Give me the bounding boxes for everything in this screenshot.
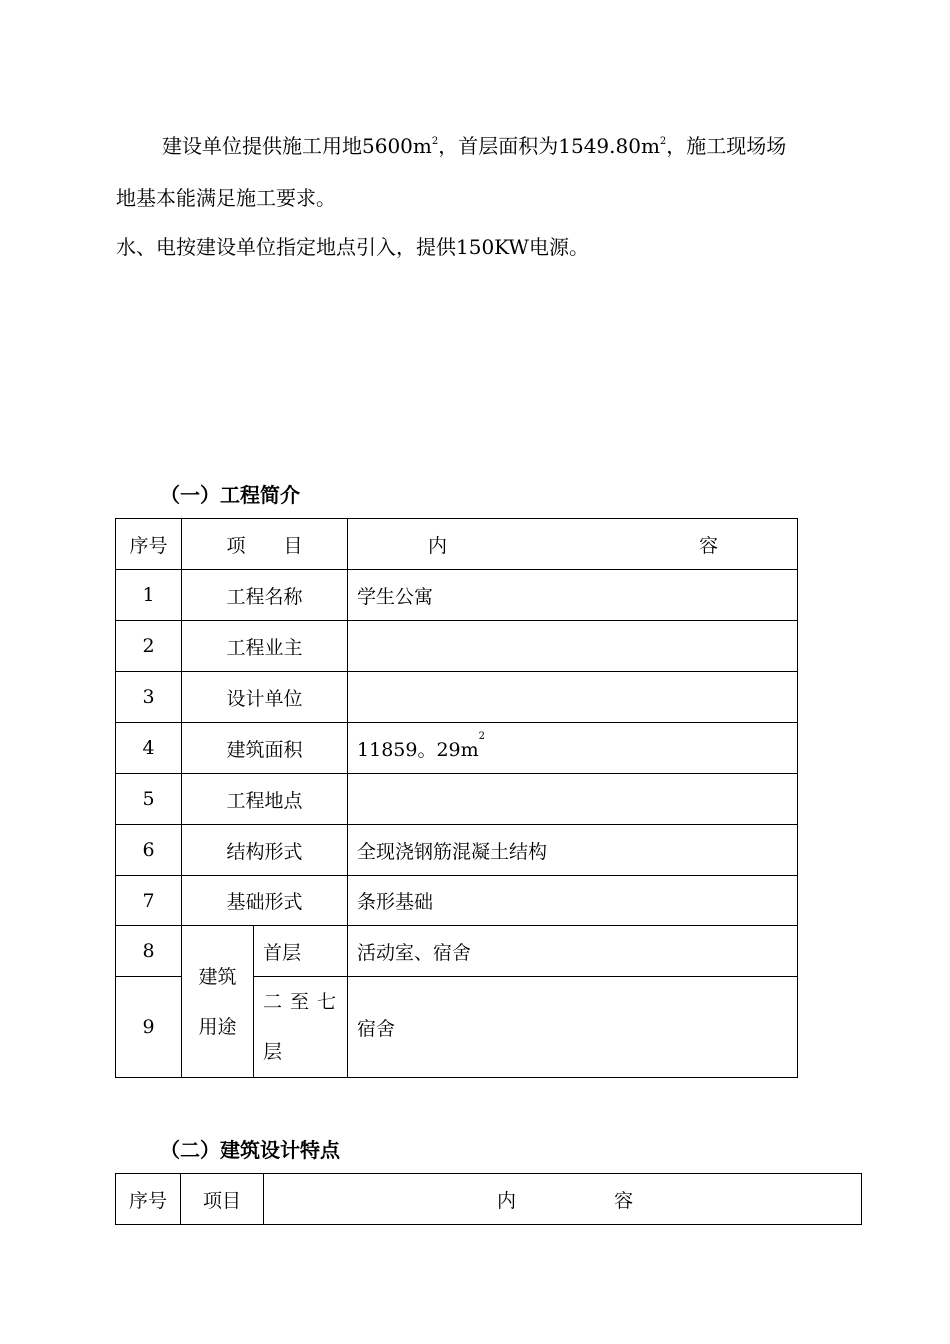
row-content: 学生公寓 xyxy=(348,570,798,621)
intro-line-3: 水、电按建设单位指定地点引入，提供150KW电源。 xyxy=(116,235,589,259)
row-content xyxy=(348,723,798,774)
row-item: 建筑面积 xyxy=(182,723,348,774)
intro-line-1-part-c: ，施工现场场 xyxy=(666,134,787,158)
row-index: 1 xyxy=(116,570,182,621)
row-content: 活动室、宿舍 xyxy=(348,926,798,977)
header-content-right: 容 xyxy=(614,1189,634,1212)
row-index: 8 xyxy=(116,926,182,977)
intro-line-1 xyxy=(162,133,882,159)
table-row xyxy=(116,926,798,977)
row-content: 条形基础 xyxy=(348,876,798,926)
table-row xyxy=(116,723,798,774)
intro-line-1-part-b: ，首层面积为1549.80m xyxy=(438,134,660,158)
row-index: 3 xyxy=(116,672,182,723)
superscript-2: 2 xyxy=(431,136,439,147)
table-row xyxy=(116,621,798,672)
superscript-2: 2 xyxy=(659,136,667,147)
header-content-left: 内 xyxy=(428,534,448,557)
row-index: 6 xyxy=(116,825,182,876)
intro-line-2: 地基本能满足施工要求。 xyxy=(116,186,336,210)
intro-line-1-part-a: 建设单位提供施工用地5600m xyxy=(162,134,432,158)
header-item: 项目 xyxy=(181,1174,264,1225)
row-item: 工程业主 xyxy=(182,621,348,672)
row-content: 全现浇钢筋混凝土结构 xyxy=(348,825,798,876)
header-index: 序号 xyxy=(116,519,182,570)
header-item: 项 目 xyxy=(182,519,348,570)
section-1-title: （一）工程简介 xyxy=(160,483,300,507)
table-row xyxy=(116,876,798,926)
row-content xyxy=(348,774,798,825)
usage-floor: 二至七层 xyxy=(254,977,348,1078)
header-content-right: 容 xyxy=(699,534,719,557)
row-item: 工程名称 xyxy=(182,570,348,621)
row-content xyxy=(348,621,798,672)
row-item: 基础形式 xyxy=(182,876,348,926)
usage-label-line-2: 用途 xyxy=(198,1015,237,1038)
header-content xyxy=(348,519,798,570)
table-row xyxy=(116,774,798,825)
design-features-table xyxy=(115,1173,862,1225)
header-index: 序号 xyxy=(116,1174,181,1225)
row-index: 2 xyxy=(116,621,182,672)
usage-floor: 首层 xyxy=(254,926,348,977)
row-content: 宿舍 xyxy=(348,977,798,1078)
table-header-row xyxy=(116,1174,862,1225)
row-index: 5 xyxy=(116,774,182,825)
table-row xyxy=(116,672,798,723)
header-content xyxy=(264,1174,862,1225)
table-row xyxy=(116,825,798,876)
row-index: 9 xyxy=(116,977,182,1078)
row-item: 结构形式 xyxy=(182,825,348,876)
usage-label xyxy=(182,926,254,1078)
row-index: 4 xyxy=(116,723,182,774)
project-overview-table xyxy=(115,518,798,1078)
row-item: 工程地点 xyxy=(182,774,348,825)
header-content-left: 内 xyxy=(497,1189,517,1212)
row-content xyxy=(348,672,798,723)
row-index: 7 xyxy=(116,876,182,926)
section-2-title: （二）建筑设计特点 xyxy=(160,1138,340,1162)
row-item: 设计单位 xyxy=(182,672,348,723)
table-row xyxy=(116,570,798,621)
area-value: 11859。29m xyxy=(357,738,479,761)
usage-label-line-1: 建筑 xyxy=(198,965,237,988)
superscript-2: 2 xyxy=(478,730,486,742)
table-header-row xyxy=(116,519,798,570)
